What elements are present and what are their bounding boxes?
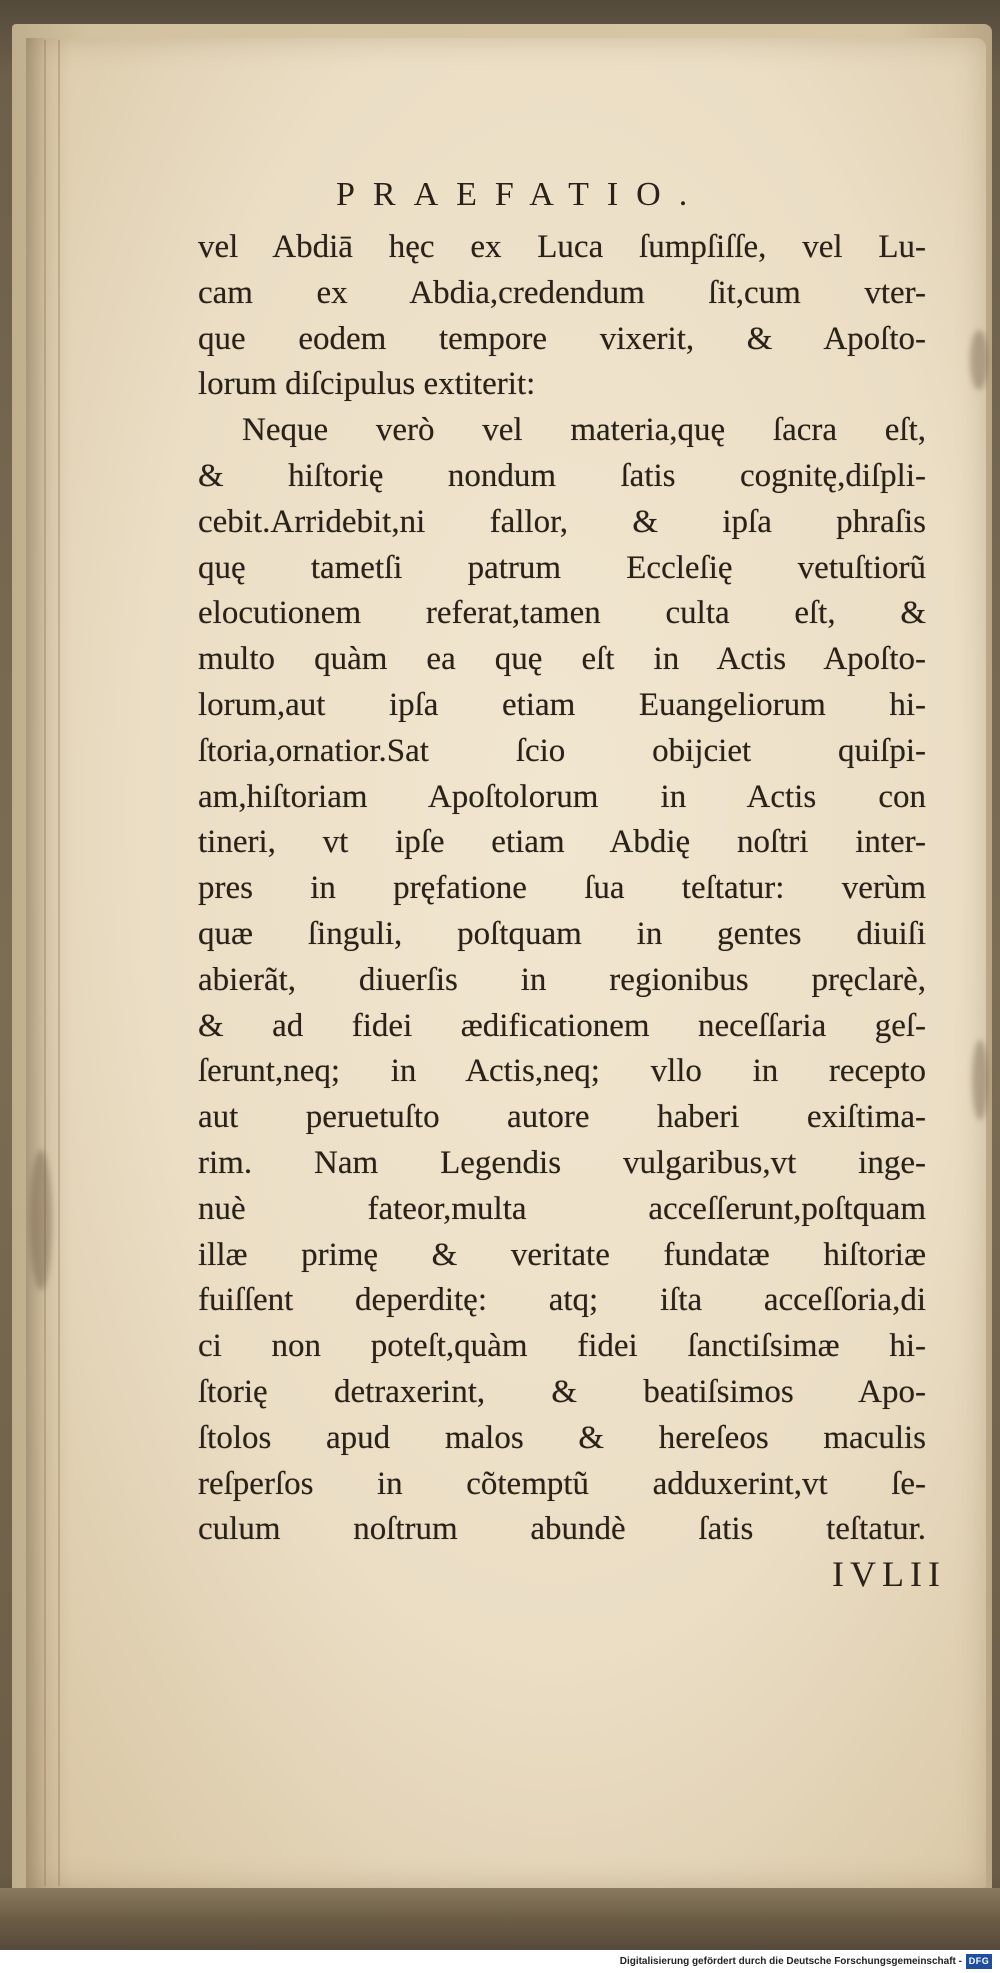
text-line: vel Abdiā hęc ex Luca ſumpſiſſe, vel Lu- [198, 229, 926, 265]
text-line: illæ primę & veritate fundatæ hiſtoriæ [198, 1236, 926, 1273]
text-line: aut peruetuſto autore haberi exiſtima- [198, 1099, 926, 1136]
page-fold-line [44, 40, 46, 1886]
text-line: ſtolos apud malos & hereſeos maculis [198, 1419, 926, 1456]
text-line: nuè fateor,multa acceſſerunt,poſtquam [198, 1190, 926, 1227]
credit-text: Digitalisierung gefördert durch die Deutsche Forschungsgemeinschaft - [619, 1956, 962, 1967]
spine-fold-shadow [26, 38, 72, 1888]
catchword: IVLII [832, 1554, 946, 1594]
text-line: que eodem tempore vixerit, & Apoſto- [198, 320, 926, 357]
text-line: ci non poteſt,quàm fidei ſanctiſsimæ hi- [198, 1328, 926, 1365]
text-line: & ad fidei ædificationem neceſſaria geſ- [198, 1007, 926, 1044]
text-line: am,hiſtoriam Apoſtolorum in Actis con [198, 778, 926, 815]
text-line: reſperſos in cõtemptũ adduxerint,vt ſe- [198, 1465, 926, 1502]
text-line: elocutionem referat,tamen culta eſt, & [198, 595, 926, 632]
text-line: ſerunt,neq; in Actis,neq; vllo in recepto [198, 1053, 926, 1090]
text-line: culum noſtrum abundè ſatis teſtatur. [198, 1511, 926, 1548]
text-line: quę tametſi patrum Eccleſię vetuſtiorũ [198, 549, 926, 586]
text-line: abierãt, diuerſis in regionibus pręclarè, [198, 961, 926, 998]
digitization-credit-bar [0, 1950, 1000, 1973]
text-line: cebit.Arridebit,ni fallor, & ipſa phraſis [198, 503, 926, 540]
text-line: lorum diſcipulus extiterit: [198, 366, 536, 403]
book-bottom-edge [0, 1888, 1000, 1950]
edge-stain [970, 330, 988, 390]
dfg-logo-icon: DFG [966, 1954, 992, 1969]
text-line: rim. Nam Legendis vulgaribus,vt inge- [198, 1144, 926, 1181]
text-line: multo quàm ea quę eſt in Actis Apoſto- [198, 641, 926, 678]
text-line: cam ex Abdia,credendum ſit,cum vter- [198, 274, 926, 311]
text-line: & hiſtorię nondum ſatis cognitę,diſpli- [198, 457, 926, 494]
text-line: tineri, vt ipſe etiam Abdię noſtri inter- [198, 824, 926, 861]
text-line: lorum,aut ipſa etiam Euangeliorum hi- [198, 686, 926, 723]
edge-stain [972, 1040, 988, 1120]
edge-stain [30, 1150, 52, 1290]
text-line: Neque verò vel materia,quę ſacra eſt, [242, 412, 926, 449]
running-title: PRAEFATIO. [336, 176, 706, 213]
page-fold-line [58, 40, 60, 1886]
text-line: ſtoria,ornatior.Sat ſcio obijciet quiſpi- [198, 732, 926, 769]
text-line: pres in pręfatione ſua teſtatur: verùm [198, 870, 926, 907]
text-line: fuiſſent deperditę: atq; iſta acceſſoria,di [198, 1282, 926, 1319]
text-line: ſtorię detraxerint, & beatiſsimos Apo- [198, 1373, 926, 1410]
text-line: quæ ſinguli, poſtquam in gentes diuiſi [198, 915, 926, 952]
body-text [198, 225, 926, 1553]
